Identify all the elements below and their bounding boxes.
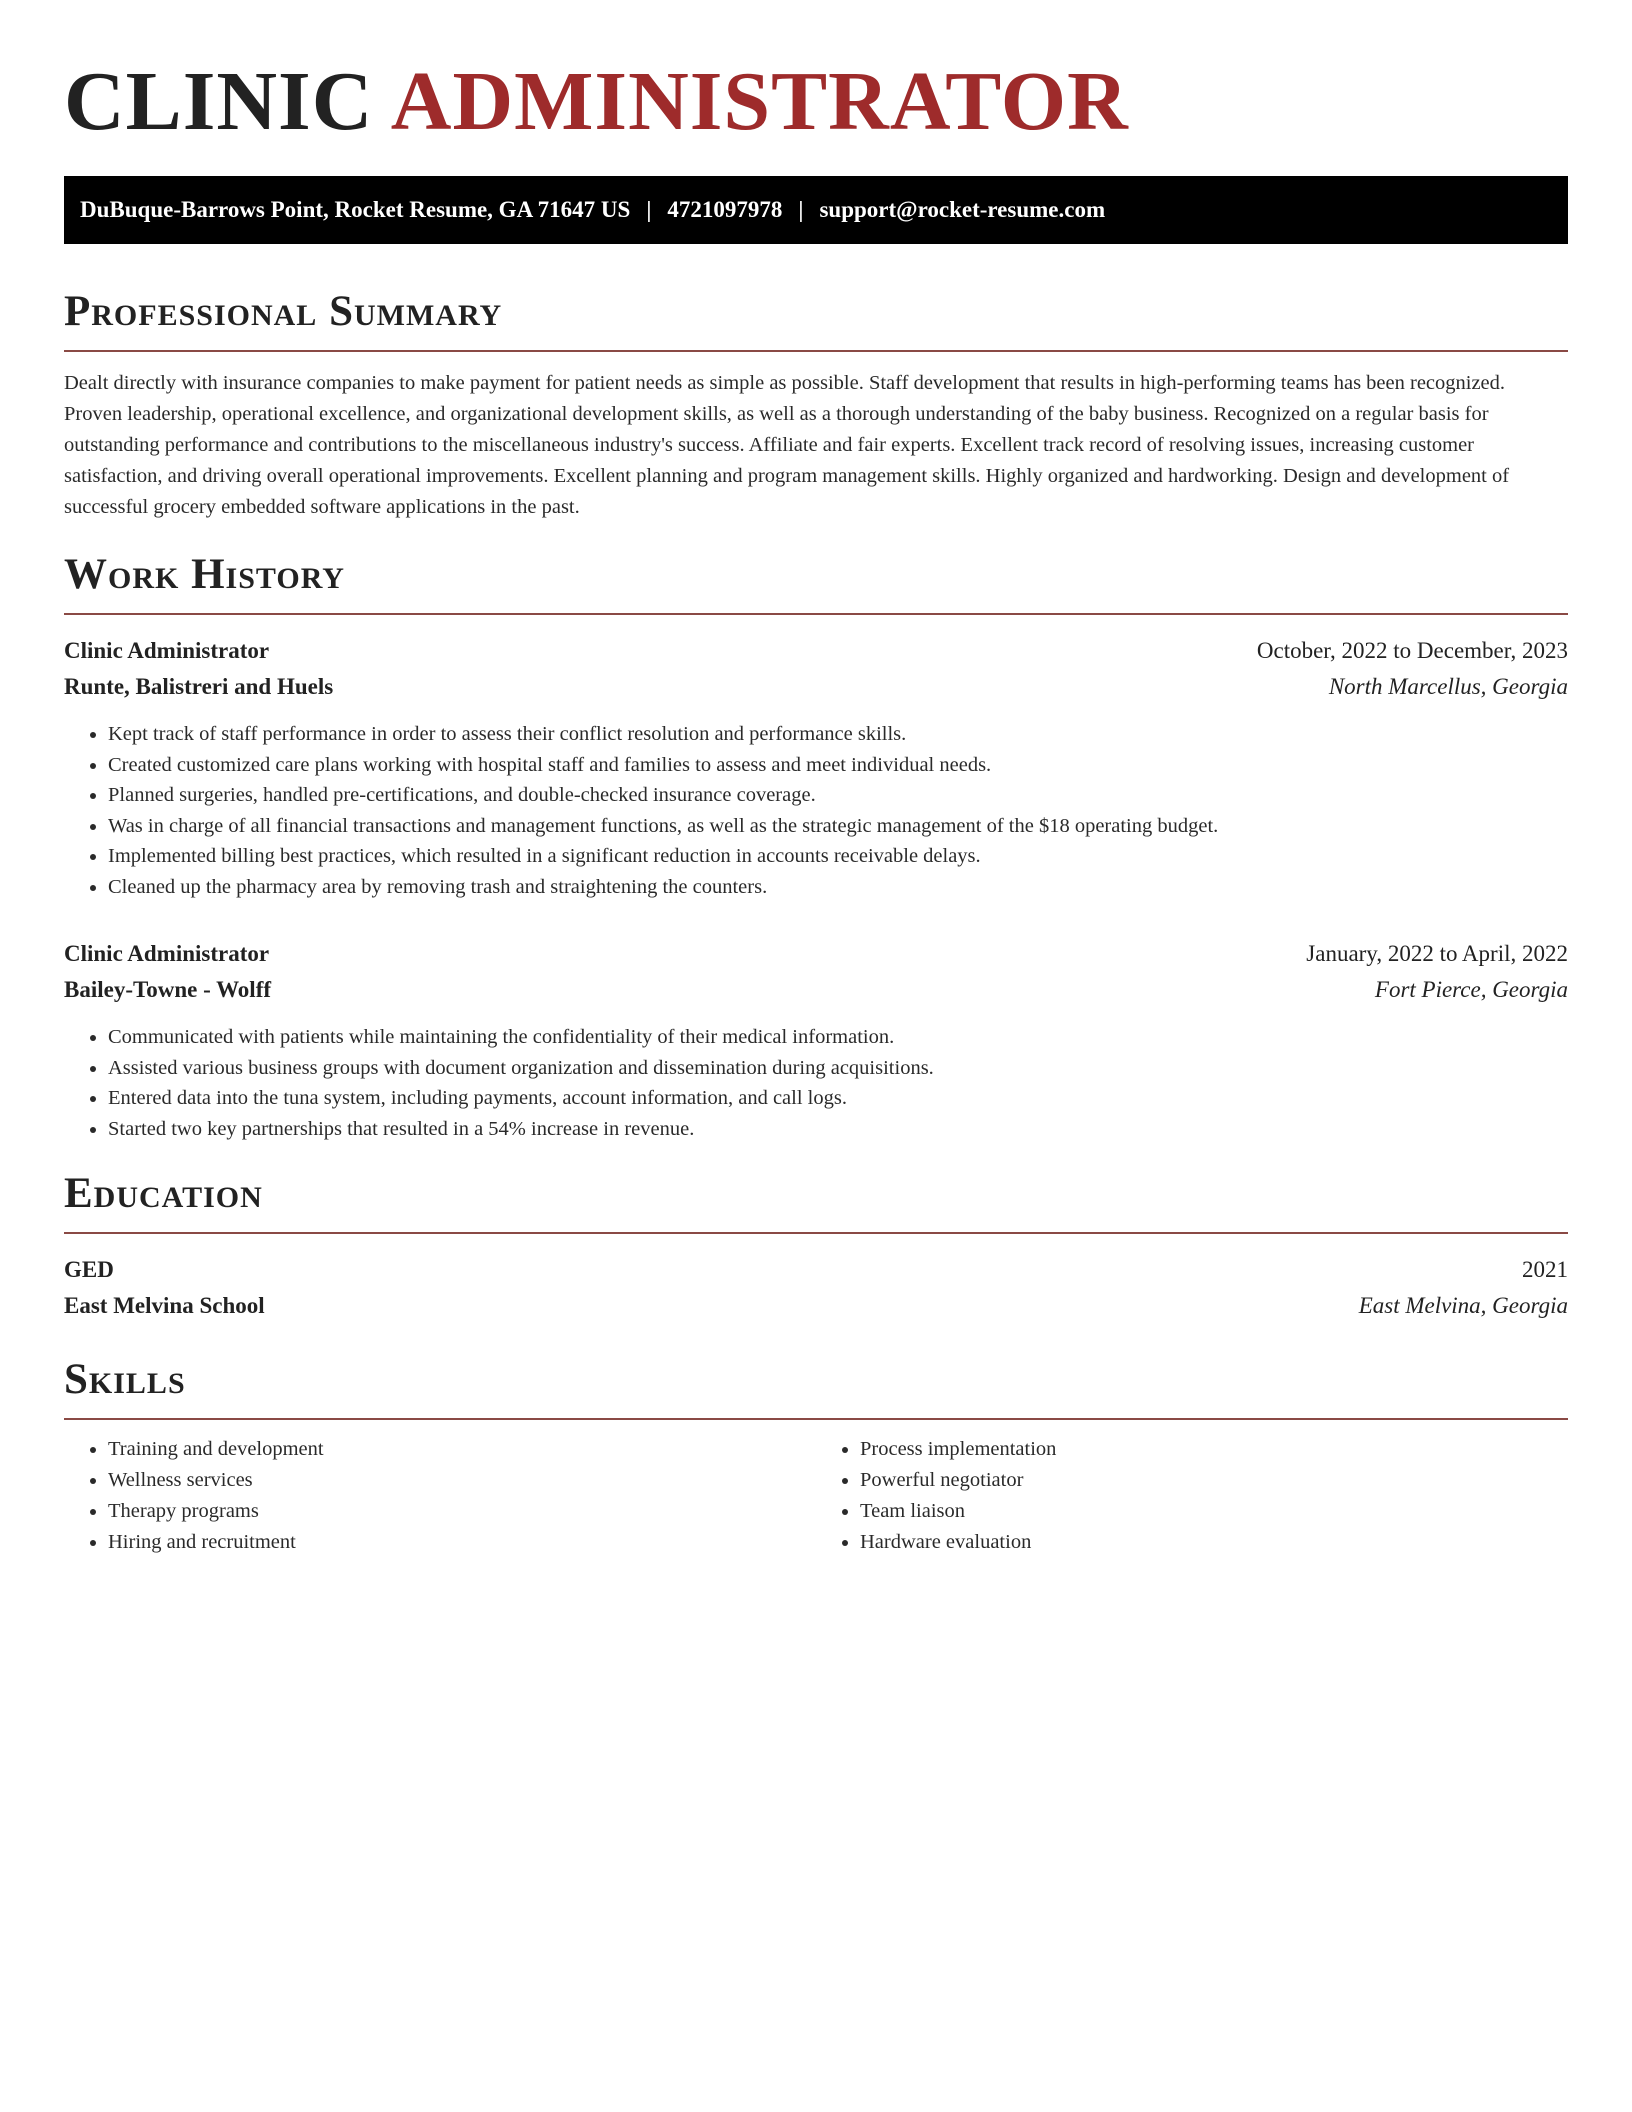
section-divider: [64, 350, 1568, 352]
job-header-row: [64, 633, 1568, 669]
job-bullet: • Implemented billing best practices, which resulted in a significant reduction in accounts receivable delays.: [108, 841, 1568, 872]
job-bullet: • Kept track of staff performance in order to assess their conflict resolution and performance skills.: [108, 719, 1568, 750]
section-divider: [64, 613, 1568, 615]
job-entry: [64, 633, 1568, 902]
skill-item: • Wellness services: [108, 1465, 816, 1496]
contact-email: support@rocket-resume.com: [819, 197, 1106, 222]
job-header-row: [64, 936, 1568, 972]
skill-item: • Therapy programs: [108, 1496, 816, 1527]
skill-item: • Hardware evaluation: [860, 1527, 1568, 1558]
education-school-row: [64, 1288, 1568, 1324]
skill-item: • Team liaison: [860, 1496, 1568, 1527]
job-bullet: • Was in charge of all financial transactions and management functions, as well as the strategic management of the $18 operating budget.: [108, 811, 1568, 842]
education-year: 2021: [1522, 1257, 1568, 1282]
skills-column-right: [816, 1434, 1568, 1558]
job-bullet: • Planned surgeries, handled pre-certifications, and double-checked insurance coverage.: [108, 780, 1568, 811]
education-school: East Melvina School: [64, 1293, 265, 1318]
job-company: Bailey-Towne - Wolff: [64, 977, 272, 1002]
section-divider: [64, 1232, 1568, 1234]
name-first: CLINIC: [64, 55, 374, 148]
skill-item: • Training and development: [108, 1434, 816, 1465]
job-bullet-list: [64, 719, 1568, 902]
education-entry: [64, 1252, 1568, 1324]
job-bullet: • Cleaned up the pharmacy area by removing trash and straightening the counters.: [108, 872, 1568, 903]
skills-column-left: [64, 1434, 816, 1558]
skills-grid: [64, 1434, 1568, 1558]
job-bullet: • Created customized care plans working with hospital staff and families to assess and meet individual needs.: [108, 750, 1568, 781]
job-location: North Marcellus, Georgia: [1328, 674, 1568, 699]
job-dates: January, 2022 to April, 2022: [1306, 941, 1568, 966]
job-location: Fort Pierce, Georgia: [1374, 977, 1568, 1002]
section-title-summary: Professional Summary: [64, 288, 503, 335]
summary-text: Dealt directly with insurance companies to make payment for patient needs as simple as possible. Staff development that results in high-performing teams has been recognized. Proven leadership, operational excellence, and organizational development skills, as well as a thorough understanding of the baby business. Recognized on a regular basis for outstanding performance and contributions to the miscellaneous industry's success. Affiliate and fair experts. Excellent track record of resolving issues, increasing customer satisfaction, and driving overall operational improvements. Excellent planning and program management skills. Highly organized and hardworking. Design and development of successful grocery embedded software applications in the past.: [64, 372, 1510, 518]
contact-separator: |: [646, 197, 652, 222]
skill-item: • Powerful negotiator: [860, 1465, 1568, 1496]
skill-item: • Hiring and recruitment: [108, 1527, 816, 1558]
job-position: Clinic Administrator: [64, 638, 270, 663]
job-company-row: [64, 669, 1568, 705]
job-position: Clinic Administrator: [64, 941, 270, 966]
job-dates: October, 2022 to December, 2023: [1256, 638, 1568, 663]
name-last: ADMINISTRATOR: [390, 55, 1129, 148]
section-title-work-history: Work History: [64, 551, 345, 598]
job-bullet: • Started two key partnerships that resulted in a 54% increase in revenue.: [108, 1114, 1568, 1145]
job-entry: [64, 936, 1568, 1144]
section-divider: [64, 1418, 1568, 1420]
contact-phone: 4721097978: [667, 197, 783, 222]
education-header-row: [64, 1252, 1568, 1288]
job-bullet: • Communicated with patients while maintaining the confidentiality of their medical information.: [108, 1022, 1568, 1053]
job-bullet-list: [64, 1022, 1568, 1144]
contact-bar: [64, 176, 1568, 244]
resume-name: [64, 52, 1568, 152]
education-location: East Melvina, Georgia: [1358, 1293, 1568, 1318]
job-bullet: • Assisted various business groups with document organization and dissemination during acquisitions.: [108, 1053, 1568, 1084]
job-company-row: [64, 972, 1568, 1008]
skill-item: • Process implementation: [860, 1434, 1568, 1465]
education-degree: GED: [64, 1257, 114, 1282]
job-company: Runte, Balistreri and Huels: [64, 674, 334, 699]
job-bullet: • Entered data into the tuna system, including payments, account information, and call logs.: [108, 1083, 1568, 1114]
section-title-education: Education: [64, 1170, 263, 1217]
section-title-skills: Skills: [64, 1356, 186, 1403]
contact-separator: |: [798, 197, 804, 222]
contact-address: DuBuque-Barrows Point, Rocket Resume, GA 71647 US: [80, 197, 631, 222]
